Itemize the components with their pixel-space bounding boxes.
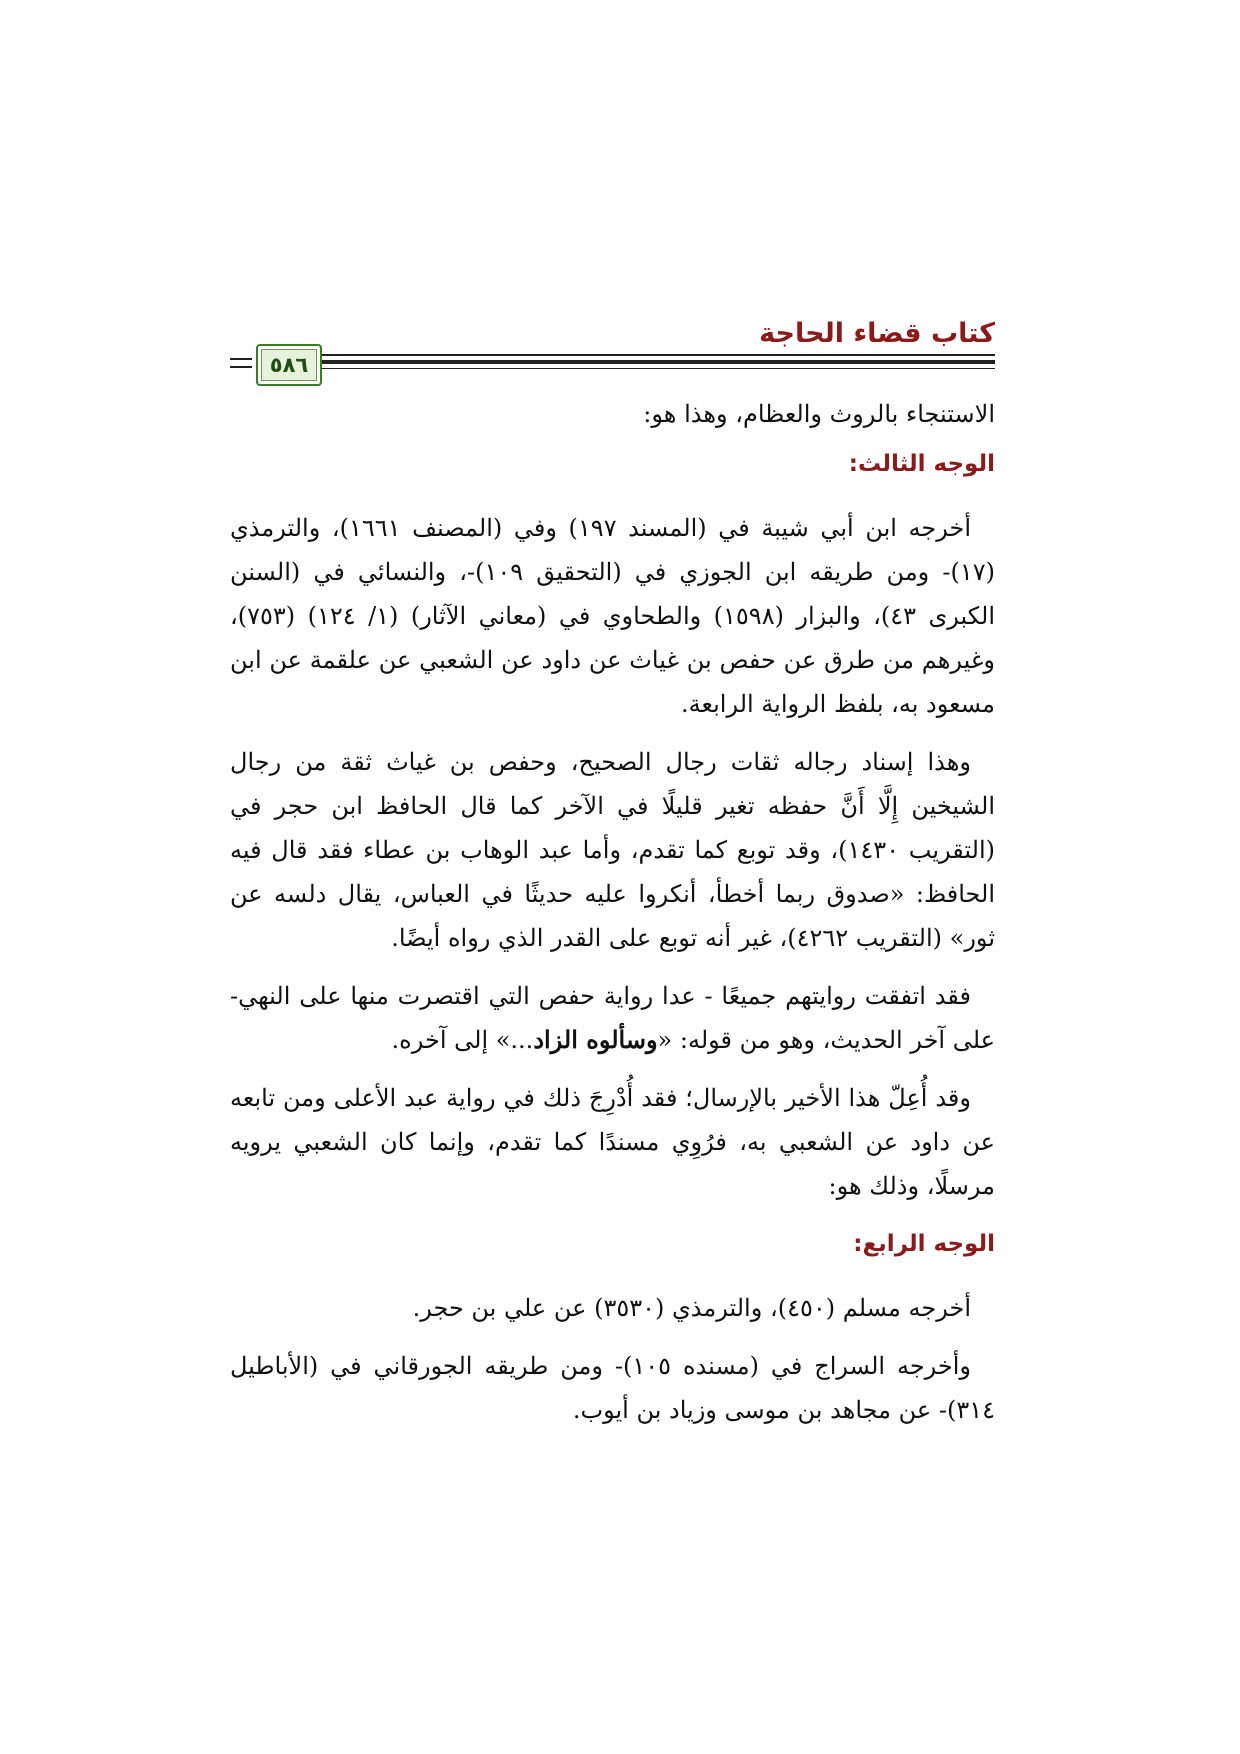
paragraph [230, 974, 995, 1062]
section-heading-fourth: الوجه الرابع: [853, 1231, 995, 1257]
intro-line: الاستنجاء بالروث والعظام، وهذا هو: [643, 400, 995, 428]
page-number-badge [256, 344, 322, 386]
header-rule [230, 366, 252, 368]
paragraph-text: فقد اتفقت روايتهم جميعًا - عدا رواية حفص التي اقتصرت منها على النهي- على آخر الحديث، وهو من قوله: « [230, 982, 995, 1054]
section-heading-third: الوجه الثالث: [848, 451, 995, 477]
page-number: ٥٨٦ [269, 353, 309, 377]
book-title: كتاب قضاء الحاجة [759, 318, 995, 349]
header-rule [230, 358, 252, 360]
page-header [230, 300, 995, 390]
paragraph: وقد أُعِلّ هذا الأخير بالإرسال؛ فقد أُدْرِجَ ذلك في رواية عبد الأعلى ومن تابعه عن داود عن الشعبي به، فرُوِي مسندًا كما تقدم، وإنما كان الشعبي يرويه مرسلًا، وذلك هو: [230, 1084, 995, 1200]
header-rule [295, 368, 995, 369]
header-rule [295, 354, 995, 356]
paragraph: وهذا إسناد رجاله ثقات رجال الصحيح، وحفص بن غياث ثقة من رجال الشيخين إِلَّا أَنَّ حفظه تغير قليلًا في الآخر كما قال الحافظ ابن حجر في (التقريب ١٤٣٠)، وقد توبع كما تقدم، وأما عبد الوهاب بن عطاء فقد قال فيه الحافظ: «صدوق ربما أخطأ، أنكروا عليه حديثًا في العباس، يقال دلسه عن ثور» (التقريب ٤٢٦٢)، غير أنه توبع على القدر الذي رواه أيضًا. [230, 748, 995, 952]
paragraph: أخرجه مسلم (٤٥٠)، والترمذي (٣٥٣٠) عن علي بن حجر. [412, 1294, 971, 1322]
paragraph: وأخرجه السراج في (مسنده ١٠٥)- ومن طريقه الجورقاني في (الأباطيل ٣١٤)- عن مجاهد بن موسى وزياد بن أيوب. [230, 1352, 995, 1424]
paragraph-text: ...» إلى آخره. [391, 1026, 534, 1054]
paragraph: أخرجه ابن أبي شيبة في (المسند ١٩٧) وفي (المصنف ١٦٦١)، والترمذي (١٧)- ومن طريقه ابن الجوزي في (التحقيق ١٠٩)-، والنسائي في (السنن الكبرى ٤٣)، والبزار (١٥٩٨) والطحاوي في (معاني الآثار) (١/ ١٢٤) (٧٥٣)، وغيرهم من طرق عن حفص بن غياث عن داود عن الشعبي عن علقمة عن ابن مسعود به، بلفظ الرواية الرابعة. [230, 514, 995, 718]
header-rule [295, 360, 995, 364]
paragraph-bold-text: وسألوه الزاد [533, 1025, 658, 1054]
book-page [230, 300, 995, 1446]
page-body [230, 392, 995, 1432]
